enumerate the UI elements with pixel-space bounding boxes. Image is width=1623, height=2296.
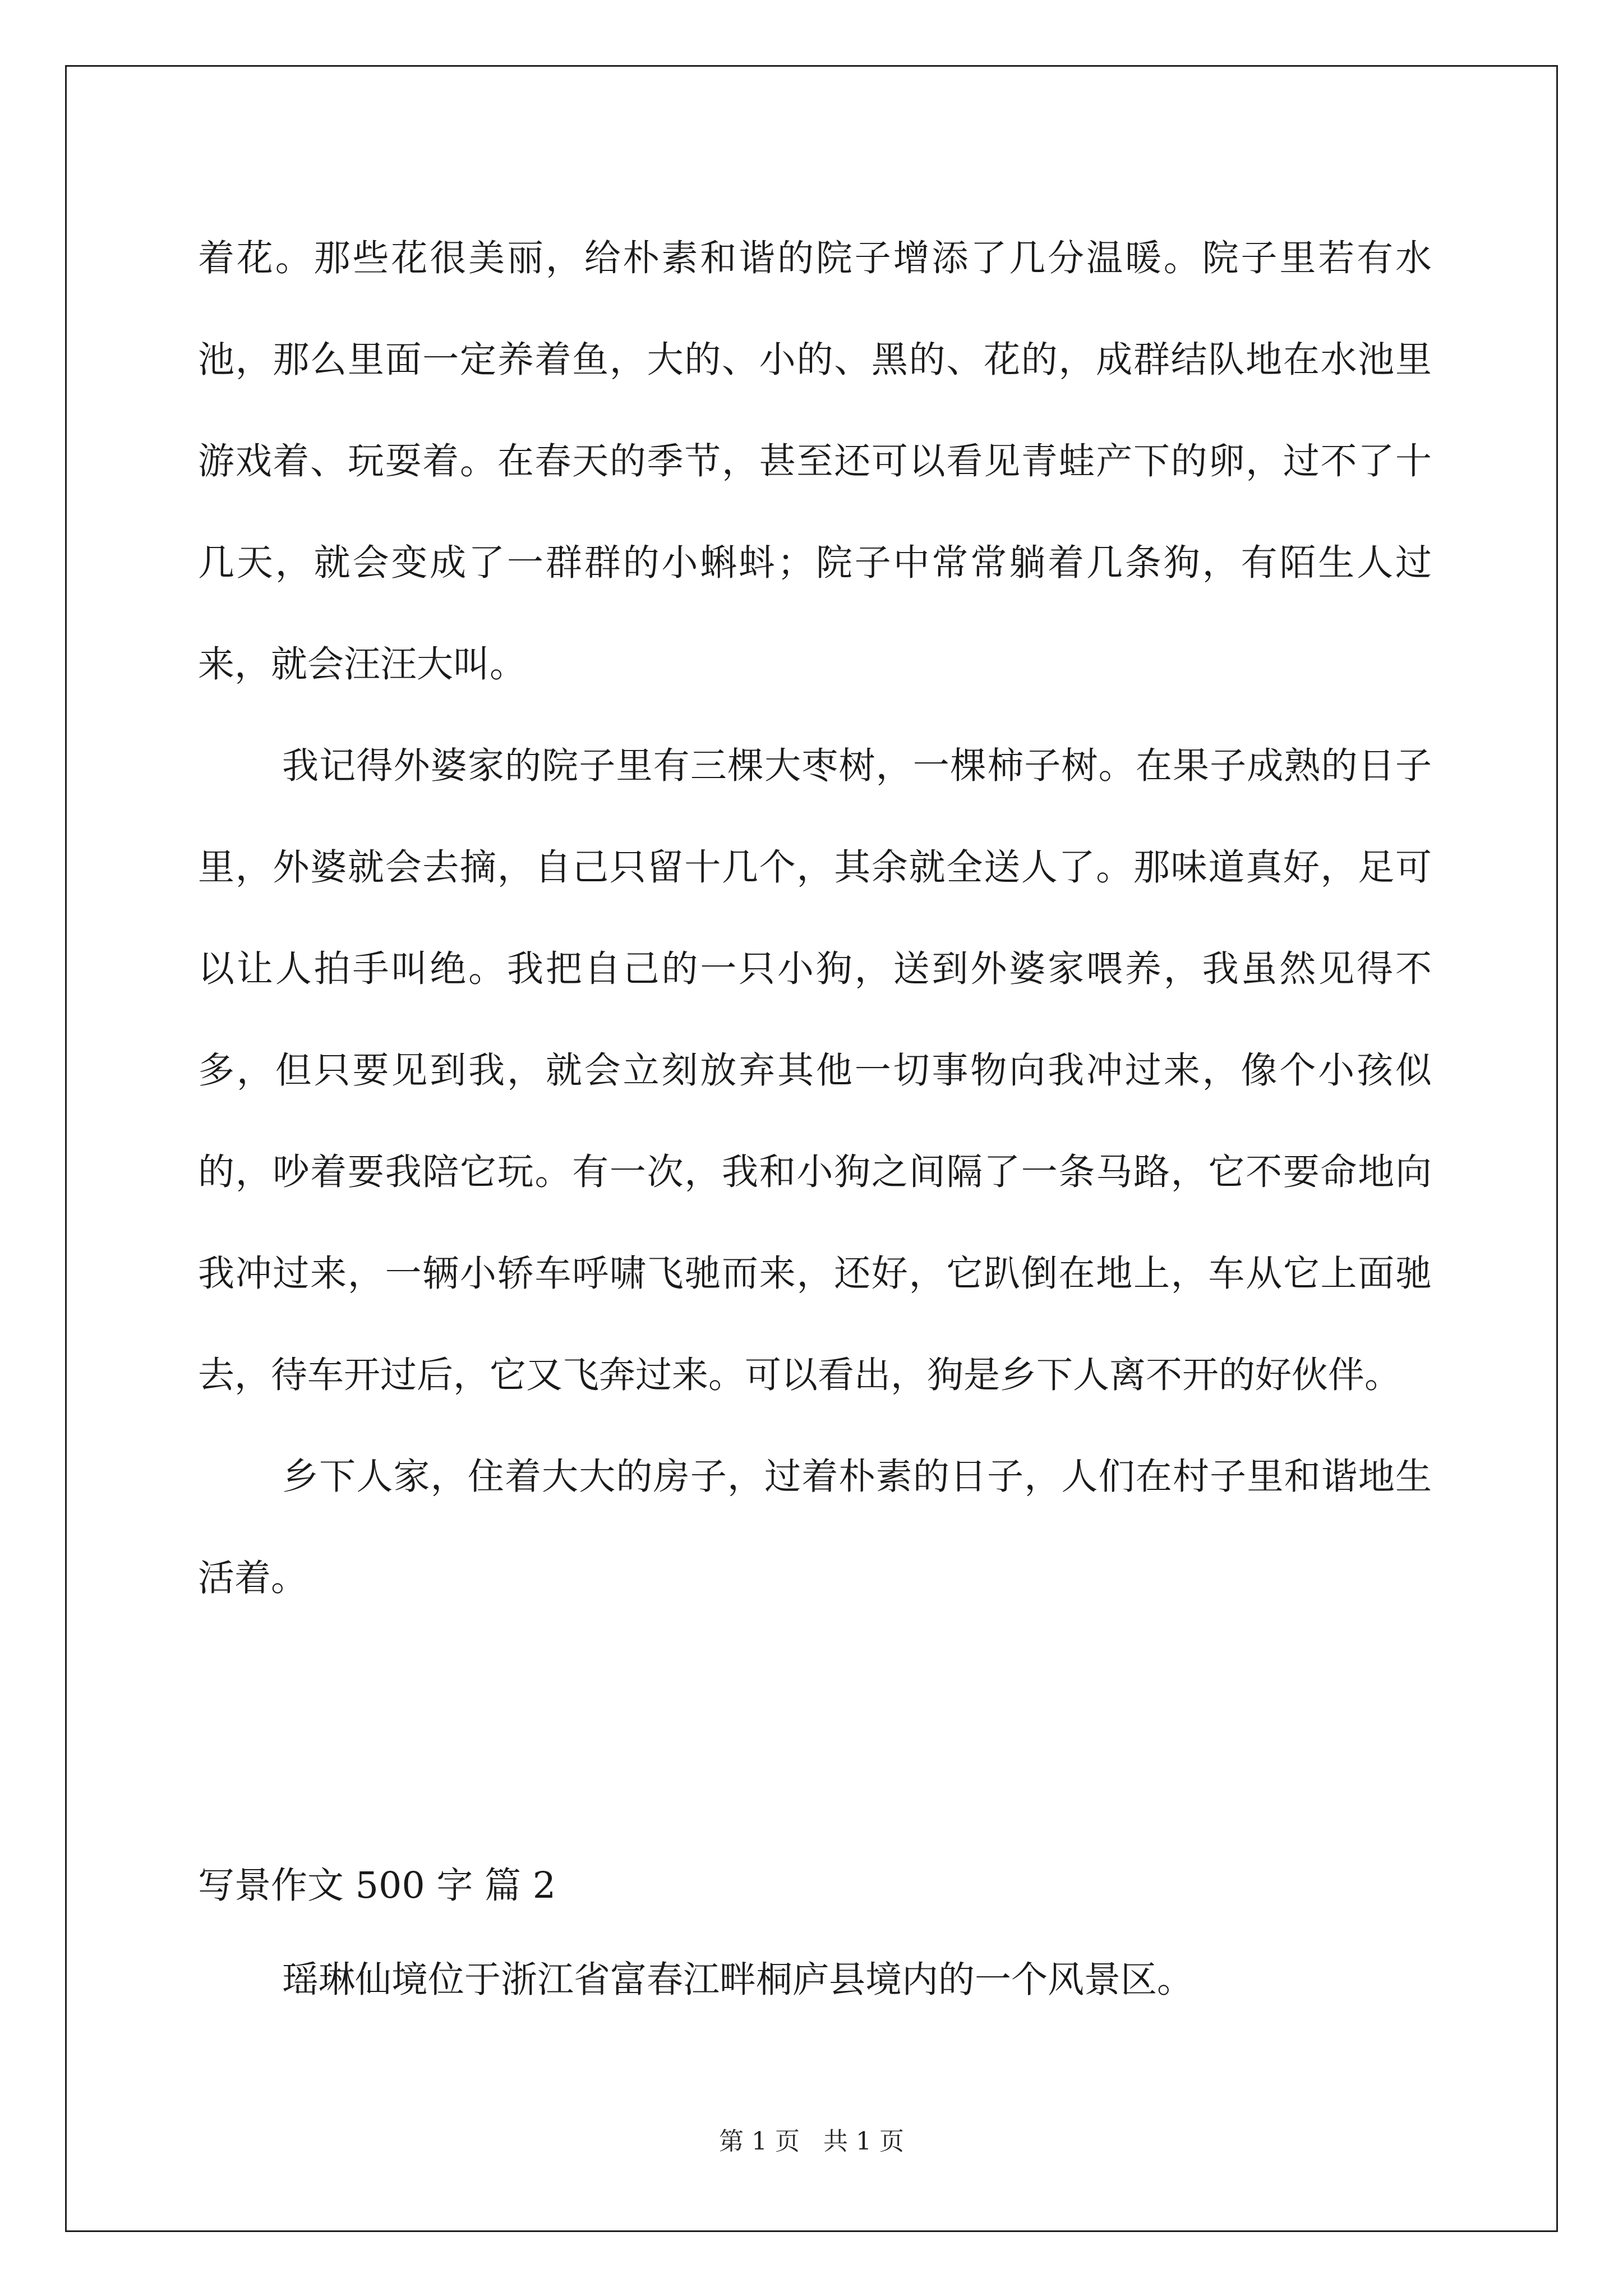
page-footer bbox=[0, 2125, 1623, 2159]
page-number: 第 1 页 bbox=[719, 2127, 800, 2156]
paragraph: 着花。那些花很美丽，给朴素和谐的院子增添了几分温暖。院子里若有水池，那么里面一定养着鱼，大的、小的、黑的、花的，成群结队地在水池里游戏着、玩耍着。在春天的季节，甚至还可以看见青蛙产下的卵，过不了十几天，就会变成了一群群的小蝌蚪；院子中常常躺着几条狗，有陌生人过来，就会汪汪大叫。 bbox=[198, 237, 1432, 685]
paragraph: 乡下人家，住着大大的房子，过着朴素的日子，人们在村子里和谐地生活着。 bbox=[198, 1456, 1432, 1599]
section-heading: 写景作文 500 字 篇 2 bbox=[198, 1865, 556, 1907]
document-body bbox=[198, 208, 1432, 1629]
lead-paragraph: 瑶琳仙境位于浙江省富春江畔桐庐县境内的一个风景区。 bbox=[282, 1959, 1194, 2001]
paragraph: 我记得外婆家的院子里有三棵大枣树，一棵柿子树。在果子成熟的日子里，外婆就会去摘，自己只留十几个，其余就全送人了。那味道真好，足可以让人拍手叫绝。我把自己的一只小狗，送到外婆家喂养，我虽然见得不多，但只要见到我，就会立刻放弃其他一切事物向我冲过来，像个小孩似的，吵着要我陪它玩。有一次，我和小狗之间隔了一条马路，它不要命地向我冲过来，一辆小轿车呼啸飞驰而来，还好，它趴倒在地上，车从它上面驰去，待车开过后，它又飞奔过来。可以看出，狗是乡下人离不开的好伙伴。 bbox=[198, 745, 1432, 1396]
page-total: 共 1 页 bbox=[823, 2127, 904, 2156]
